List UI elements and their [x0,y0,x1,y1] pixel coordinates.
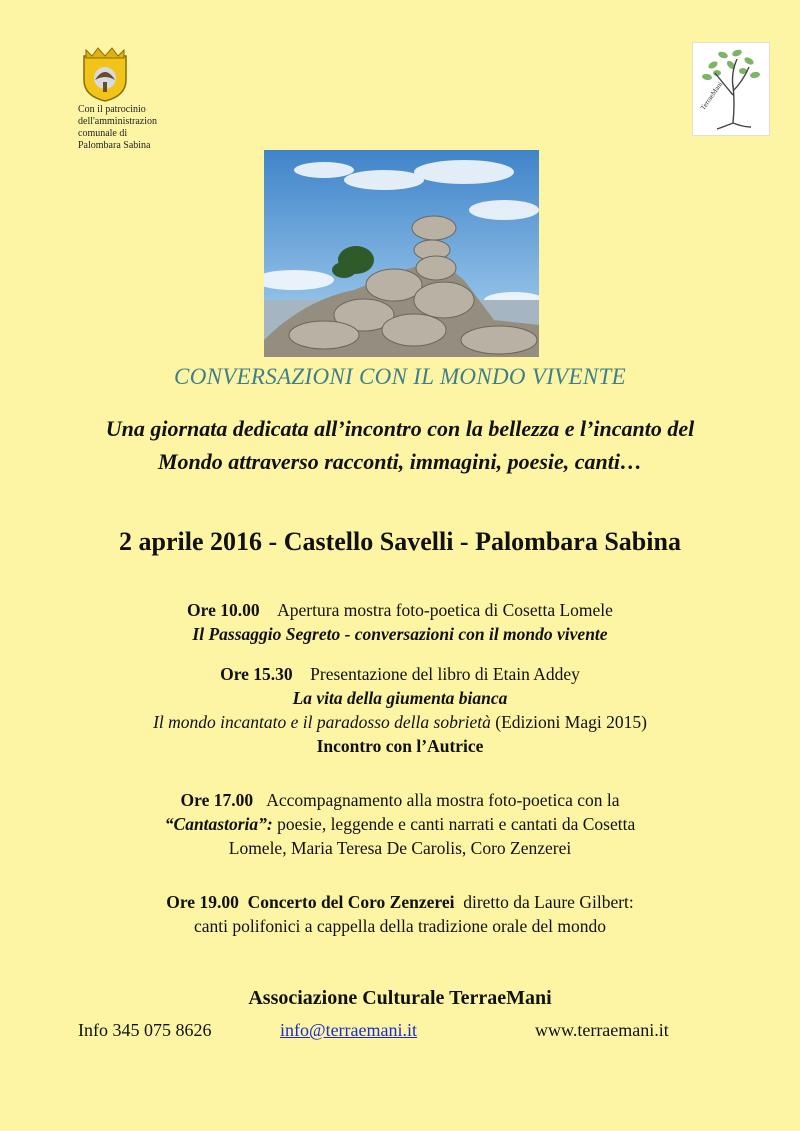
schedule-item-4 [0,890,800,938]
tagline-line: Una giornata dedicata all’incontro con la bellezza e l’incanto del [105,416,695,441]
schedule-desc-cont: poesie, leggende e canti narrati e cantati da Cosetta [272,814,636,834]
schedule-desc: Apertura mostra foto-poetica di Cosetta Lomele [277,600,613,620]
date-venue-line [0,527,800,557]
event-title: CONVERSAZIONI CON IL MONDO VIVENTE [174,364,626,389]
terraemani-tree-icon [692,42,770,136]
patronage-line: Con il patrocinio [78,104,146,115]
event-date: 2 aprile 2016 [119,527,263,556]
schedule-item-1 [0,598,800,646]
schedule-time: Ore 17.00 [180,790,254,810]
book-subtitle: Il mondo incantato e il paradosso della sobrietà [153,712,491,732]
schedule-desc: Presentazione del libro di Etain Addey [310,664,580,684]
schedule-time: Ore 10.00 [187,600,260,620]
schedule-item-2 [0,662,800,758]
municipal-crest-icon [78,46,132,102]
book-title: La vita della giumenta bianca [292,688,508,708]
event-tagline [0,412,800,478]
patronage-line: dell'amministrazion [78,116,158,127]
schedule-subtitle: Il Passaggio Segreto - conversazioni con il mondo vivente [192,624,608,644]
concert-director: diretto da Laure Gilbert: [463,892,634,912]
terraemani-logo-text: TerraeMani [699,80,725,112]
concert-title: Concerto del Coro Zenzerei [247,892,455,912]
patronage-line: comunale di [78,128,128,139]
tagline-line: Mondo attraverso racconti, immagini, poesie, canti… [157,449,642,474]
schedule-desc: Accompagnamento alla mostra foto-poetica con la [266,790,620,810]
association-name: Associazione Culturale TerraeMani [248,987,552,1009]
contact-email-link[interactable]: info@terraemani.it [280,1020,418,1040]
performers: Lomele, Maria Teresa De Carolis, Coro Zenzerei [228,838,572,858]
book-publisher: (Edizioni Magi 2015) [490,712,647,732]
cantastoria-label: “Cantastoria”: [164,814,273,834]
schedule-time: Ore 15.30 [220,664,293,684]
schedule-time: Ore 19.00 [166,892,239,912]
website-text: www.terraemani.it [535,1020,669,1040]
patronage-note [78,104,218,152]
patronage-line: Palombara Sabina [78,140,151,151]
rock-pile-photo [264,150,539,357]
author-meeting: Incontro con l’Autrice [316,736,484,756]
contact-phone: Info 345 075 8626 [78,1020,212,1040]
concert-desc: canti polifonici a cappella della tradizione orale del mondo [193,916,607,936]
schedule-item-3 [0,788,800,860]
event-venue: - Castello Savelli - Palombara Sabina [262,527,681,556]
